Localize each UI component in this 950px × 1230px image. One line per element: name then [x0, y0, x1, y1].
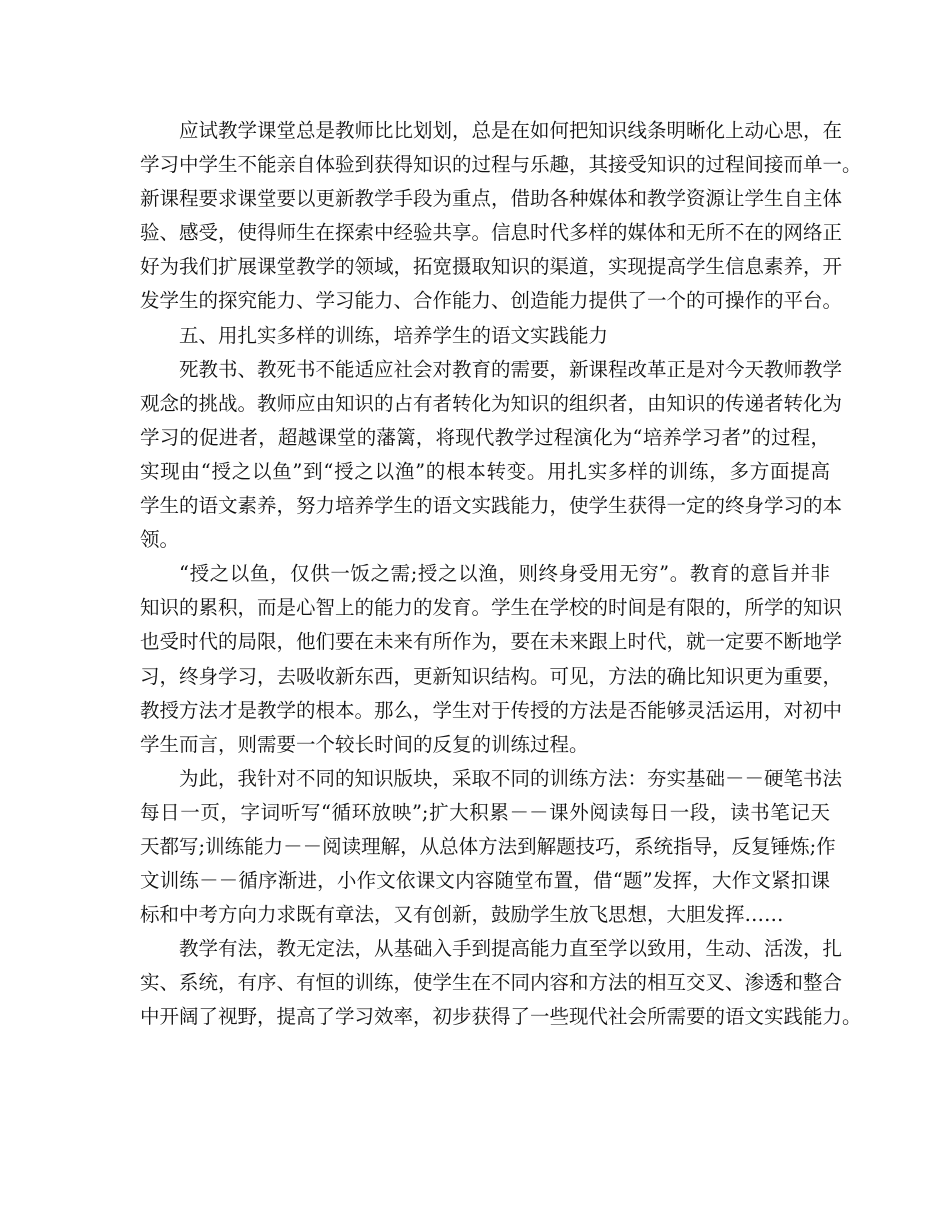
text-line: 每日一页，字词听写“循环放映”;扩大积累－－课外阅读每日一段，读书笔记天	[140, 800, 830, 824]
paragraph	[140, 353, 843, 558]
text-line: 好为我们扩展课堂教学的领域，拓宽摄取知识的渠道，实现提高学生信息素养，开	[140, 255, 843, 279]
text-line: 天都写;训练能力－－阅读理解，从总体方法到解题技巧，系统指导，反复锤炼;作	[140, 834, 836, 858]
heading-text: 五、用扎实多样的训练，培养学生的语文实践能力	[179, 323, 609, 347]
text-line: 文训练－－循序渐进，小作文依课文内容随堂布置，借“题”发挥，大作文紧扣课	[140, 869, 830, 893]
text-line: 中开阔了视野，提高了学习效率，初步获得了一些现代社会所需要的语文实践能力。	[140, 1005, 862, 1029]
text-line: 发学生的探究能力、学习能力、合作能力、创造能力提供了一个的可操作的平台。	[140, 289, 843, 313]
text-line: 教学有法，教无定法，从基础入手到提高能力直至学以致用，生动、活泼，扎	[179, 937, 843, 961]
paragraph	[140, 557, 843, 762]
paragraph	[140, 932, 862, 1034]
paragraph	[140, 114, 862, 319]
text-line: 实、系统，有序、有恒的训练，使学生在不同内容和方法的相互交叉、渗透和整合	[140, 971, 843, 995]
text-line: 学生的语文素养，努力培养学生的语文实践能力，使学生获得一定的终身学习的本	[140, 494, 843, 518]
text-line: 死教书、教死书不能适应社会对教育的需要，新课程改革正是对今天教师教学	[179, 357, 843, 381]
text-line: 习，终身学习，去吸收新东西，更新知识结构。可见，方法的确比知识更为重要，	[140, 664, 843, 688]
text-line: 观念的挑战。教师应由知识的占有者转化为知识的组织者，由知识的传递者转化为	[140, 391, 843, 415]
text-line: 学习中学生不能亲自体验到获得知识的过程与乐趣，其接受知识的过程间接而单一。	[140, 153, 862, 177]
text-line: 学习的促进者，超越课堂的藩篱，将现代教学过程演化为“培养学习者”的过程，	[140, 425, 830, 449]
text-line: 知识的累积，而是心智上的能力的发育。学生在学校的时间是有限的，所学的知识	[140, 596, 843, 620]
text-line: 新课程要求课堂要以更新教学手段为重点，借助各种媒体和教学资源让学生自主体	[140, 187, 843, 211]
text-line: 领。	[140, 528, 180, 552]
text-line: 标和中考方向力求既有章法，又有创新，鼓励学生放飞思想，大胆发挥……	[140, 903, 784, 927]
text-line: 应试教学课堂总是教师比比划划，总是在如何把知识线条明晰化上动心思，在	[179, 119, 843, 142]
text-line: 也受时代的局限，他们要在未来有所作为，要在未来跟上时代，就一定要不断地学	[140, 630, 843, 654]
text-line: 为此，我针对不同的知识版块，采取不同的训练方法：夯实基础－－硬笔书法	[179, 766, 843, 790]
text-line: “授之以鱼，仅供一饭之需;授之以渔，则终身受用无穷”。教育的意旨并非	[179, 562, 830, 586]
section-heading	[140, 319, 830, 353]
text-line: 验、感受，使得师生在探索中经验共享。信息时代多样的媒体和无所不在的网络正	[140, 221, 843, 245]
paragraph	[140, 762, 843, 932]
text-line: 学生而言，则需要一个较长时间的反复的训练过程。	[140, 732, 589, 756]
text-line: 教授方法才是教学的根本。那么，学生对于传授的方法是否能够灵活运用，对初中	[140, 698, 843, 722]
text-line: 实现由“授之以鱼”到“授之以渔”的根本转变。用扎实多样的训练，多方面提高	[140, 459, 830, 483]
document-body	[140, 114, 862, 1035]
